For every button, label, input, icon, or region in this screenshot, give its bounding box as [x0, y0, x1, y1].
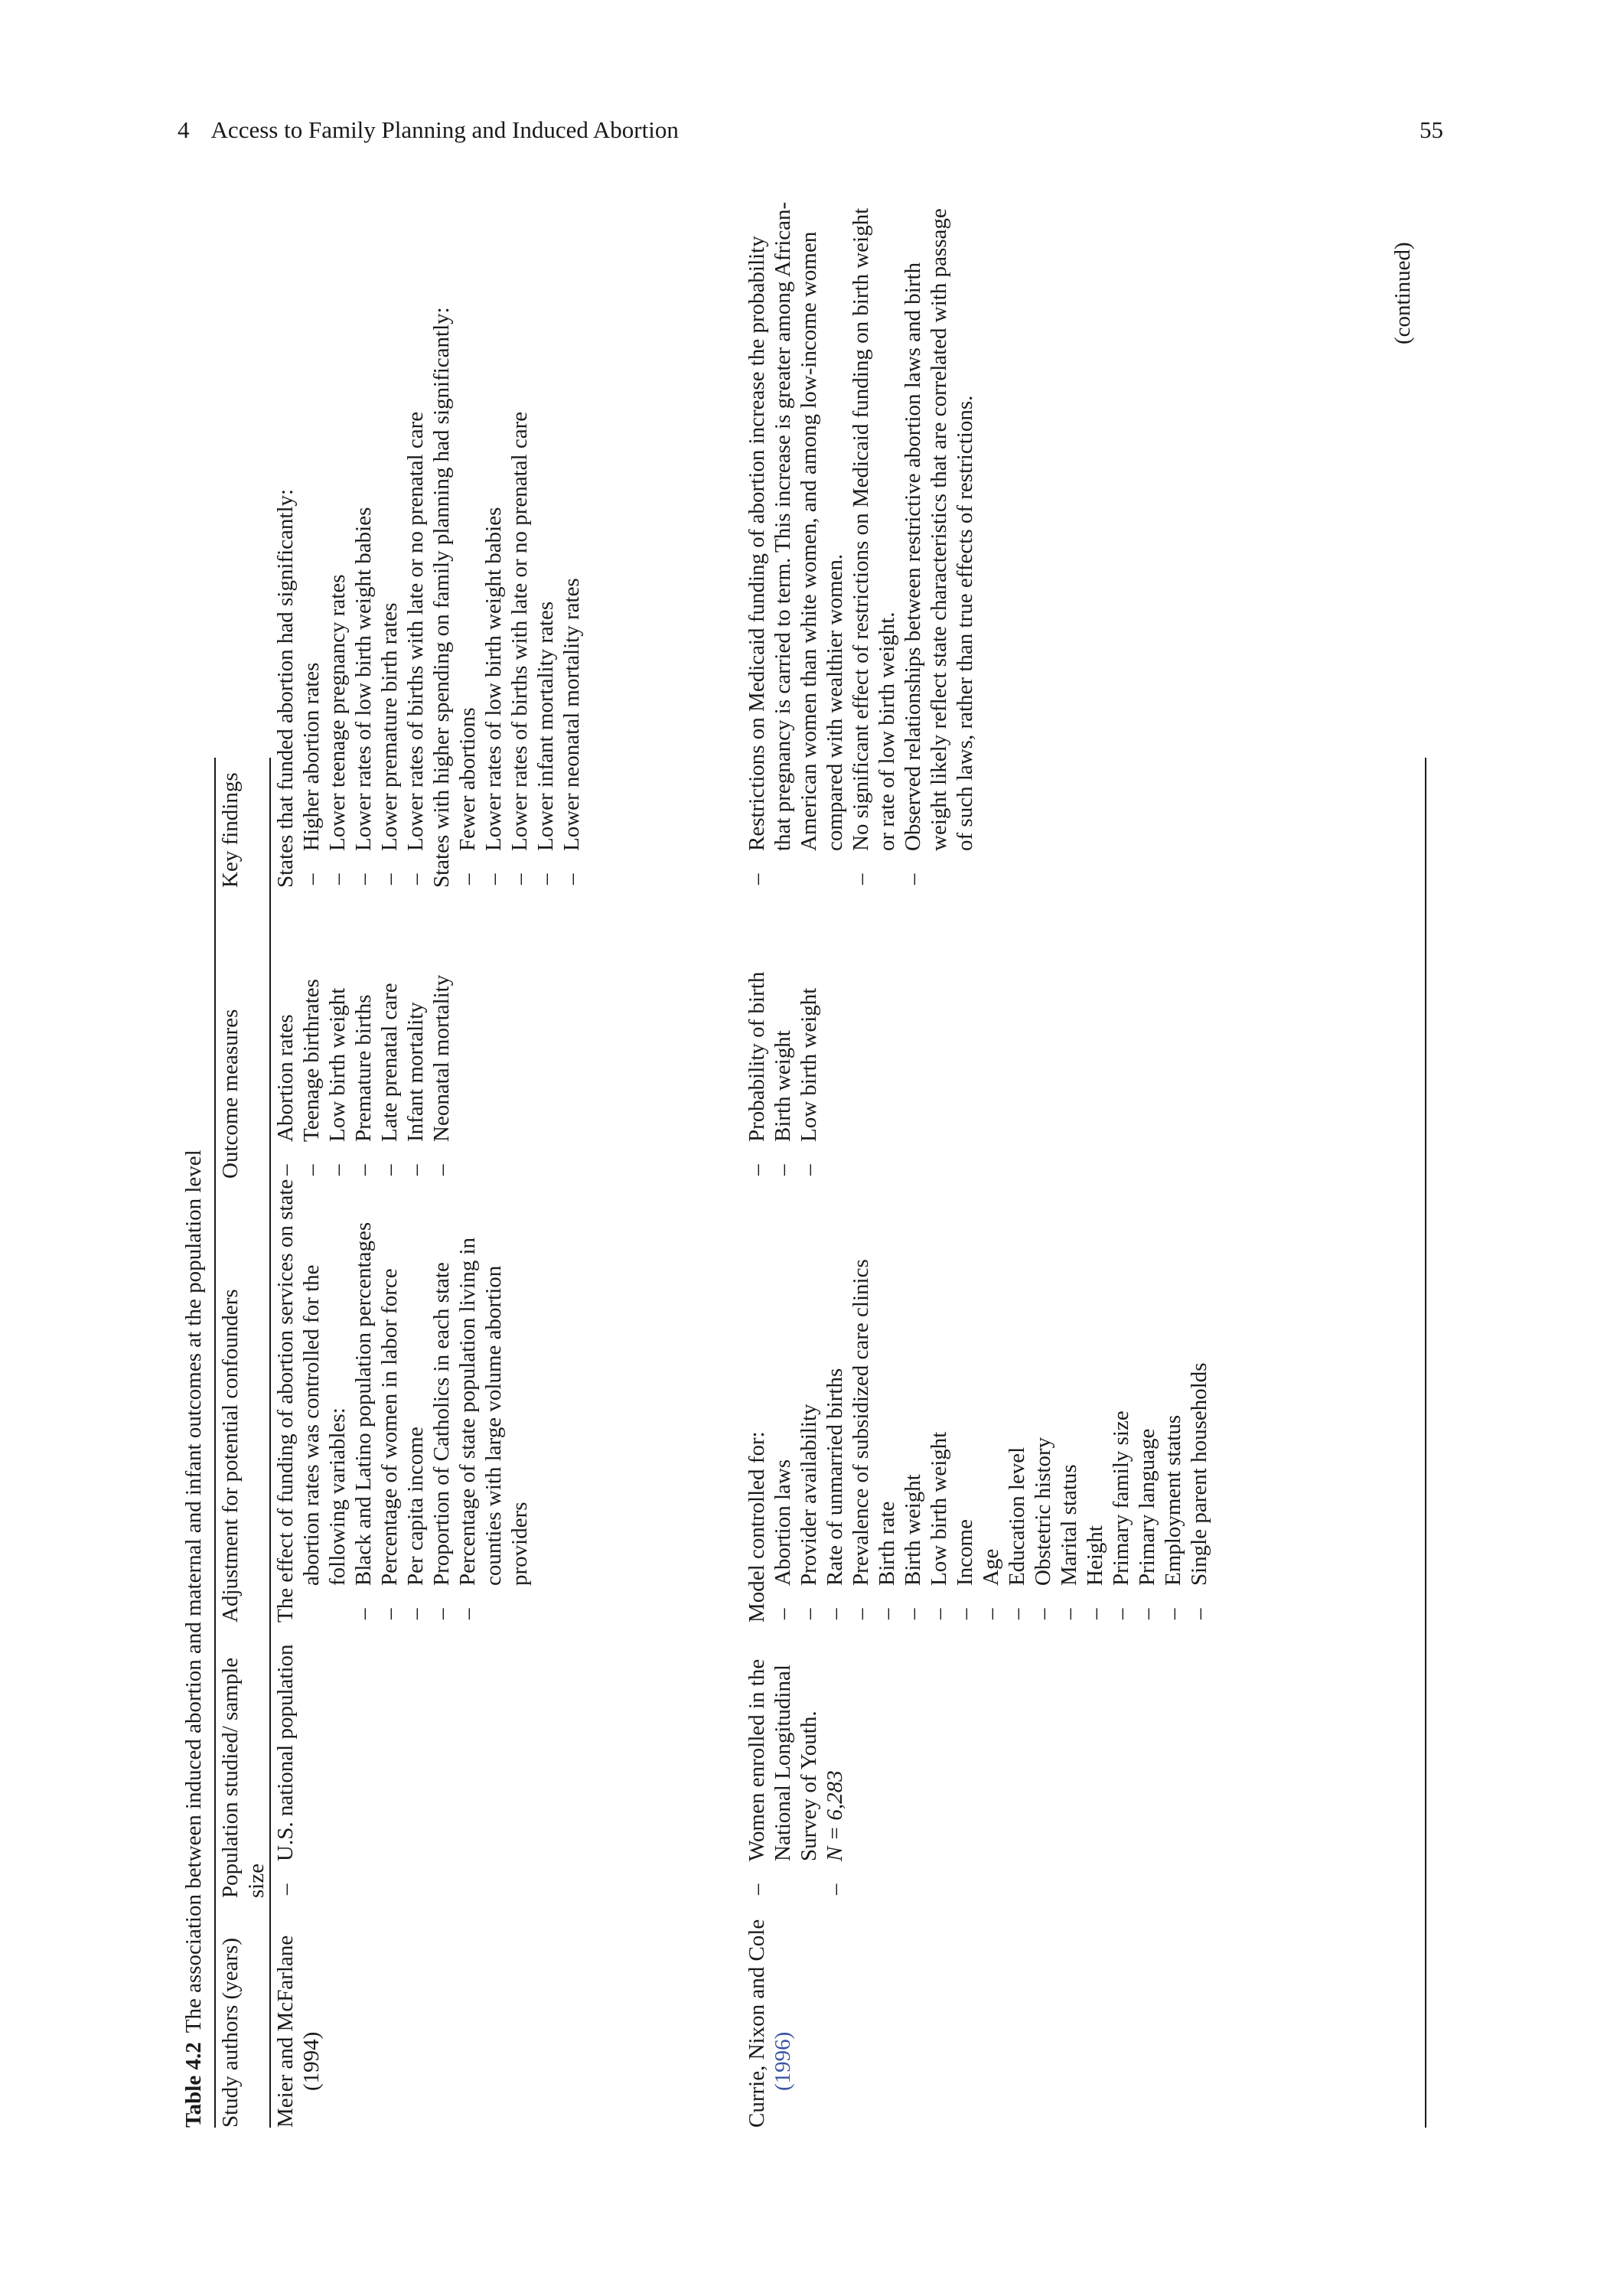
- adjustment-intro: The effect of funding of abortion services on state abortion rates was controlled for the following variables:: [273, 1179, 350, 1623]
- page-number: 55: [1420, 116, 1443, 143]
- findings-intro: States that funded abortion had significantly:: [273, 488, 298, 888]
- header-adjustment: Adjustment for potential confounders: [218, 1289, 243, 1623]
- study-year-citation-link[interactable]: (1996): [771, 2031, 795, 2091]
- adjustment-item: – Employment status: [1160, 1179, 1186, 1623]
- finding-item: – Lower rates of births with late or no prenatal care: [403, 199, 429, 888]
- finding-item: – Lower teenage pregnancy rates: [324, 199, 350, 888]
- adjustment-item: – Prevalence of subsidized care clinics: [848, 1179, 874, 1623]
- adjustment-item: – Age: [978, 1179, 1004, 1623]
- header-population: Population studied/ sample size: [218, 1657, 269, 1898]
- adjustment-item: – Primary family size: [1108, 1179, 1134, 1623]
- table-4-2: [178, 199, 1443, 2128]
- outcomes-list: [272, 888, 455, 1179]
- header-findings: Key findings: [218, 772, 243, 888]
- finding-item: – Lower rates of low birth weight babies: [350, 199, 376, 888]
- adjustment-item: – Birth weight: [900, 1179, 926, 1623]
- adjustment-item: – Per capita income: [403, 1179, 429, 1623]
- table-caption-text: The association between induced abortion and maternal and infant outcomes at the population level: [181, 1150, 206, 2033]
- adjustment-intro: Model controlled for:: [745, 1431, 769, 1623]
- study-cell: [272, 1898, 324, 2128]
- adjustment-item: – Primary language: [1134, 1179, 1160, 1623]
- adjustment-list: [770, 1179, 1212, 1623]
- outcomes-cell: [744, 888, 822, 1179]
- findings-list: [298, 199, 429, 888]
- population-item: – N = 6,283: [822, 1623, 848, 1898]
- adjustment-list: [350, 1179, 533, 1623]
- adjustment-item: – Income: [952, 1179, 978, 1623]
- population-cell: [272, 1623, 298, 1898]
- adjustment-item: – Education level: [1004, 1179, 1030, 1623]
- adjustment-item: – Marital status: [1056, 1179, 1082, 1623]
- adjustment-item: – Proportion of Catholics in each state: [429, 1179, 455, 1623]
- population-list: [272, 1623, 298, 1898]
- outcomes-list: [744, 888, 822, 1179]
- finding-item: – Lower infant mortality rates: [533, 199, 559, 888]
- adjustment-item: – Birth rate: [874, 1179, 900, 1623]
- study-authors: Meier and McFarlane: [273, 1935, 298, 2128]
- adjustment-item: – Provider availability: [796, 1179, 822, 1623]
- outcome-item: – Neonatal mortality: [429, 888, 455, 1179]
- header-outcomes: Outcome measures: [218, 1009, 243, 1179]
- finding-item: – Observed relationships between restrictive abortion laws and birth weight likely reflect state characteristics that are correlated with passage of such laws, rather than true effects of restrictions.: [900, 199, 978, 888]
- finding-item: – Lower neonatal mortality rates: [559, 199, 585, 888]
- finding-item: – No significant effect of restrictions on Medicaid funding on birth weight or rate of low birth weight.: [848, 199, 900, 888]
- findings-list: [455, 199, 585, 888]
- population-item: – U.S. national population: [272, 1623, 298, 1898]
- adjustment-item: – Single parent households: [1186, 1179, 1212, 1623]
- study-authors: Currie, Nixon and Cole: [745, 1919, 769, 2128]
- outcome-item: – Abortion rates: [272, 888, 298, 1179]
- adjustment-item: – Percentage of state population living in counties with large volume abortion providers: [455, 1179, 533, 1623]
- adjustment-item: – Low birth weight: [926, 1179, 952, 1623]
- population-list: [744, 1623, 848, 1898]
- outcomes-cell: [272, 888, 455, 1179]
- findings-cell: [272, 199, 585, 888]
- finding-item: – Lower rates of low birth weight babies: [481, 199, 507, 888]
- findings-intro: States with higher spending on family planning had significantly:: [429, 307, 454, 888]
- outcome-item: – Probability of birth: [744, 888, 770, 1179]
- adjustment-cell: [744, 1179, 1212, 1623]
- chapter-heading: [178, 115, 679, 145]
- running-head: [178, 115, 1443, 145]
- finding-item: – Higher abortion rates: [298, 199, 324, 888]
- table-top-rule: [214, 758, 216, 2128]
- findings-cell: [744, 199, 978, 888]
- finding-item: – Restrictions on Medicaid funding of abortion increase the probability that pregnancy is carried to term. This increase is greater among African-American women than white women, and among low-income women compared with wealthier women.: [744, 199, 848, 888]
- finding-item: – Fewer abortions: [455, 199, 481, 888]
- adjustment-item: – Abortion laws: [770, 1179, 796, 1623]
- adjustment-cell: [272, 1179, 533, 1623]
- population-item: – Women enrolled in the National Longitudinal Survey of Youth.: [744, 1623, 822, 1898]
- outcome-item: – Birth weight: [770, 888, 796, 1179]
- continued-note: (continued): [1390, 242, 1415, 344]
- population-cell: [744, 1623, 848, 1898]
- outcome-item: – Teenage birthrates: [298, 888, 324, 1179]
- finding-item: – Lower rates of births with late or no prenatal care: [507, 199, 533, 888]
- outcome-item: – Premature births: [350, 888, 376, 1179]
- adjustment-item: – Height: [1082, 1179, 1108, 1623]
- findings-list: [744, 199, 978, 888]
- chapter-title: Access to Family Planning and Induced Abortion: [210, 116, 679, 143]
- chapter-number: 4: [178, 116, 190, 143]
- table-label: Table 4.2: [181, 2042, 206, 2128]
- outcome-item: – Infant mortality: [403, 888, 429, 1179]
- adjustment-item: – Obstetric history: [1030, 1179, 1056, 1623]
- table-caption: [181, 1150, 211, 2128]
- study-cell: [744, 1898, 796, 2128]
- table-header-rule: [269, 758, 271, 2128]
- outcome-item: – Late prenatal care: [376, 888, 403, 1179]
- outcome-item: – Low birth weight: [796, 888, 822, 1179]
- finding-item: – Lower premature birth rates: [376, 199, 403, 888]
- adjustment-item: – Black and Latino population percentages: [350, 1179, 376, 1623]
- adjustment-item: – Percentage of women in labor force: [376, 1179, 403, 1623]
- study-year: (1994): [299, 2031, 324, 2091]
- table-bottom-rule: [1425, 758, 1426, 2128]
- adjustment-item: – Rate of unmarried births: [822, 1179, 848, 1623]
- outcome-item: – Low birth weight: [324, 888, 350, 1179]
- header-study: Study authors (years): [218, 1937, 243, 2128]
